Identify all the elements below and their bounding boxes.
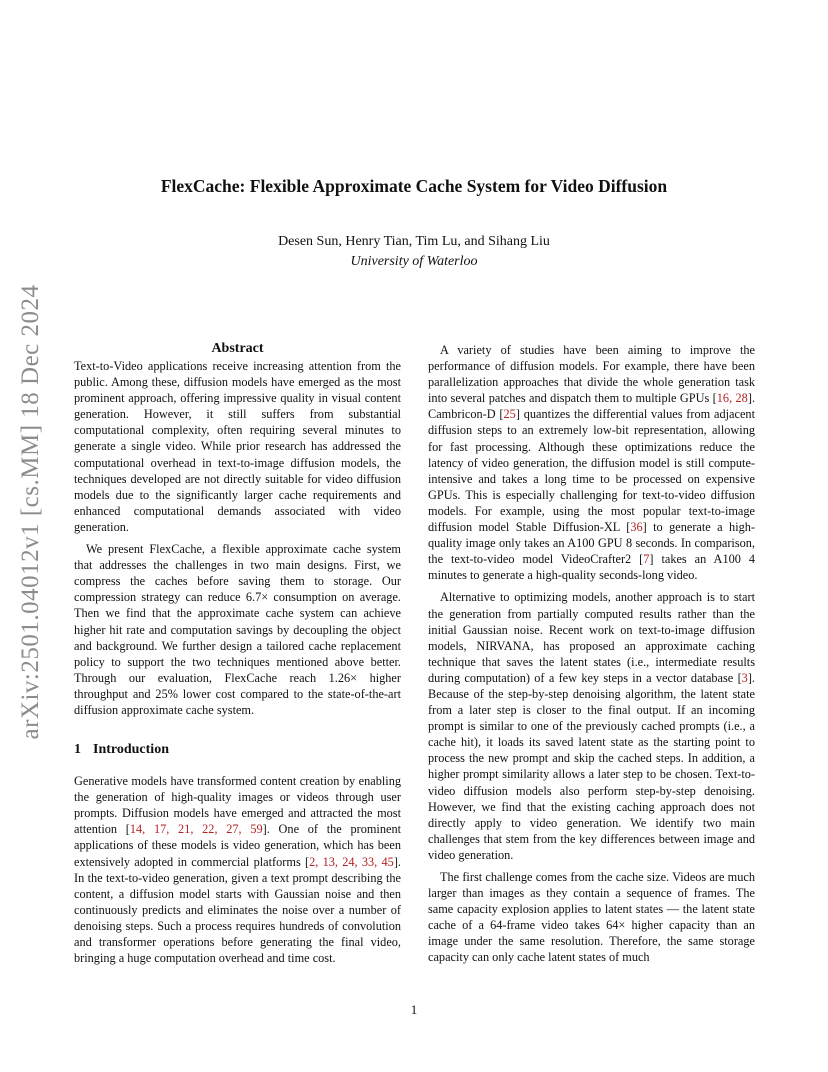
body-paragraph-3: The first challenge comes from the cache size. Videos are much larger than images as they contain a sequence of frames. The same capacity explosion applies to latent states — the latent state cache of a 64-frame video takes 64× higher capacity than an image under the same resolution. Therefore, the same storage capacity can only cache latent states of much bbox=[428, 870, 755, 965]
paper-affiliation: University of Waterloo bbox=[350, 254, 478, 269]
abstract-paragraph-2: We present FlexCache, a flexible approximate cache system that addresses the challenges in two main designs. First, we compress the caches before saving them to storage. Our compression strategy can reduce 6.7× consumption on average. Then we find that the approximate cache system can achieve higher hit rate and computation savings by decoupling the object and background. We further design a tailored cache replacement policy to support the two techniques mentioned above better. Through our evaluation, FlexCache reach 1.26× higher throughput and 25% lower cost compared to the state-of-the-art diffusion approximate cache system. bbox=[74, 542, 401, 717]
text-run: ] takes an A100 4 minutes to generate a high-quality seconds-long video. bbox=[428, 552, 755, 583]
paper-authors: Desen Sun, Henry Tian, Tim Lu, and Sihang Liu bbox=[278, 234, 550, 249]
text-run: ] to generate a high-quality image only takes an A100 GPU 8 seconds. In comparison, the text-to-video model VideoCrafter2 [ bbox=[428, 520, 755, 567]
abstract-heading: Abstract bbox=[211, 341, 264, 356]
text-run: ]. Because of the step-by-step denoising algorithm, the latent state from a later step is closer to the final output. If an incoming prompt is similar to one of the previously cached prompts (i.e., a cache hit), it loads its saved latent state as the starting point to process the new prompt and skip the cached steps. In addition, a higher prompt similarity allows a later step to be chosen. Text-to-video diffusion models also perform step-by-step denoising. However, we find that the existing caching approach does not directly apply to video generation. We identify two main challenges that stem from the key differences between image and video generation. bbox=[428, 670, 755, 862]
citation-link[interactable]: 25 bbox=[503, 407, 516, 422]
left-column bbox=[74, 341, 401, 972]
citation-link[interactable]: 7 bbox=[643, 552, 650, 567]
right-column bbox=[428, 342, 755, 972]
page-number: 1 bbox=[410, 1002, 418, 1017]
citation-link[interactable]: 14, 17, 21, 22, 27, 59 bbox=[129, 822, 263, 837]
text-run: Alternative to optimizing models, another approach is to start the generation from partially computed results rather than the initial Gaussian noise. Recent work on text-to-image diffusion models, NIRVANA, has proposed an approximate caching technique that saves the latent states (i.e., intermediate results during computation) of a few key steps in a vector database [ bbox=[428, 590, 755, 685]
section-heading-introduction bbox=[74, 742, 401, 758]
citation-link[interactable]: 3 bbox=[741, 670, 748, 685]
text-run: A variety of studies have been aiming to improve the performance of diffusion models. For example, there have been parallelization approaches that divide the whole generation task into several patches and dispatch them to multiple GPUs [ bbox=[428, 343, 755, 406]
citation-link[interactable]: 2, 13, 24, 33, 45 bbox=[309, 854, 394, 869]
intro-paragraph-1 bbox=[74, 773, 401, 966]
paper-title: FlexCache: Flexible Approximate Cache System for Video Diffusion bbox=[160, 176, 668, 196]
text-run: Generative models have transformed content creation by enabling the generation of high-quality images or videos through user prompts. Diffusion models have emerged and attracted the most attention [ bbox=[74, 774, 401, 837]
text-run: ]. One of the prominent applications of these models is video generation, which has been extensively adopted in commercial platforms [ bbox=[74, 822, 402, 869]
section-number: 1 bbox=[74, 742, 81, 758]
citation-link[interactable]: 36 bbox=[630, 520, 643, 535]
text-run: ]. Cambricon-D [ bbox=[428, 391, 756, 422]
text-run: ] quantizes the differential values from adjacent diffusion steps to an extremely low-bit representation, allowing for fast processing. Although these optimizations reduce the latency of video generation, the diffusion model is still compute-intensive and takes a long time to be processed on expensive GPUs. This is especially challenging for text-to-video diffusion models. For example, using the most popular text-to-image diffusion model Stable Diffusion-XL [ bbox=[428, 407, 755, 535]
section-title: Introduction bbox=[93, 742, 169, 758]
body-paragraph-1 bbox=[428, 342, 755, 583]
citation-link[interactable]: 16, 28 bbox=[716, 391, 748, 406]
abstract-paragraph-1: Text-to-Video applications receive increasing attention from the public. Among these, diffusion models have emerged as the most prominent approach, offering impressive quality in visual content generation. However, it still suffers from substantial computational complexity, often requiring several minutes to generate a single video. While prior research has addressed the computational overhead in text-to-image diffusion models, the techniques developed are not directly suitable for video diffusion models due to the significantly larger cache requirements and enhanced computational demands associated with video generation. bbox=[74, 359, 401, 534]
arxiv-sidebar bbox=[14, 272, 48, 752]
text-run: ]. In the text-to-video generation, given a text prompt describing the content, a diffusion model starts with Gaussian noise and then continuously predicts and eliminates the noise over a number of denoising steps. Such a process requires hundreds of convolution and transformer operations before generating the final video, bringing a huge computation overhead and time cost. bbox=[74, 854, 401, 966]
body-paragraph-2 bbox=[428, 589, 755, 863]
arxiv-identifier: arXiv:2501.04012v1 [cs.MM] 18 Dec 2024 bbox=[17, 284, 44, 740]
